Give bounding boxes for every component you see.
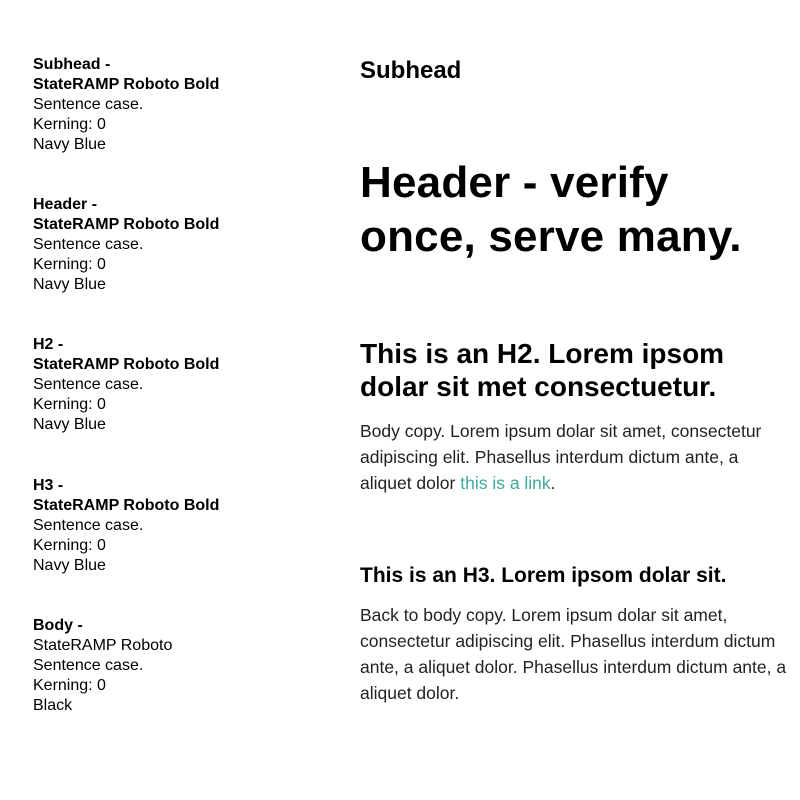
spec-name: Subhead - [33,56,111,73]
spec-h2 [33,335,333,435]
body-copy-sample [360,418,790,496]
spec-font: StateRAMP Roboto Bold [33,356,220,373]
spec-kerning: Kerning: 0 [33,396,106,413]
spec-font: StateRAMP Roboto Bold [33,76,220,93]
sample-link[interactable]: this is a link [460,473,551,493]
spec-name: Body - [33,617,83,634]
spec-color: Black [33,697,73,714]
spec-kerning: Kerning: 0 [33,116,106,133]
spec-name: Header - [33,196,98,213]
spec-font: StateRAMP Roboto Bold [33,216,220,233]
spec-case: Sentence case. [33,376,144,393]
spec-case: Sentence case. [33,236,144,253]
spec-name: H2 - [33,336,64,353]
subhead-sample: Subhead [360,57,462,84]
spec-kerning: Kerning: 0 [33,537,106,554]
spec-h3 [33,476,333,576]
spec-kerning: Kerning: 0 [33,677,106,694]
spec-color: Navy Blue [33,276,106,293]
spec-font: StateRAMP Roboto [33,637,173,654]
h3-sample: This is an H3. Lorem ipsom dolar sit. [360,564,727,587]
spec-case: Sentence case. [33,96,144,113]
spec-body [33,616,333,716]
h2-sample: This is an H2. Lorem ipsom dolar sit met consectuetur. [360,338,725,402]
spec-color: Navy Blue [33,416,106,433]
body-copy-period: . [550,473,556,493]
spec-case: Sentence case. [33,657,144,674]
spec-subhead [33,55,333,155]
header-sample: Header - verify once, serve many. [360,158,742,261]
spec-color: Navy Blue [33,557,106,574]
spec-color: Navy Blue [33,136,106,153]
body-copy-text: Body copy. Lorem ipsum dolar sit amet, consectetur adipiscing elit. Phasellus interdum dictum ante, a aliquet dolor [360,421,762,493]
spec-kerning: Kerning: 0 [33,256,106,273]
spec-case: Sentence case. [33,517,144,534]
body-copy-sample-2: Back to body copy. Lorem ipsum dolar sit amet, consectetur adipiscing elit. Phasellus interdum dictum ante, a aliquet dolor. Phasellus interdum dictum ante, a aliquet dolor. [360,605,787,703]
spec-header [33,195,333,295]
spec-name: H3 - [33,477,64,494]
spec-font: StateRAMP Roboto Bold [33,497,220,514]
